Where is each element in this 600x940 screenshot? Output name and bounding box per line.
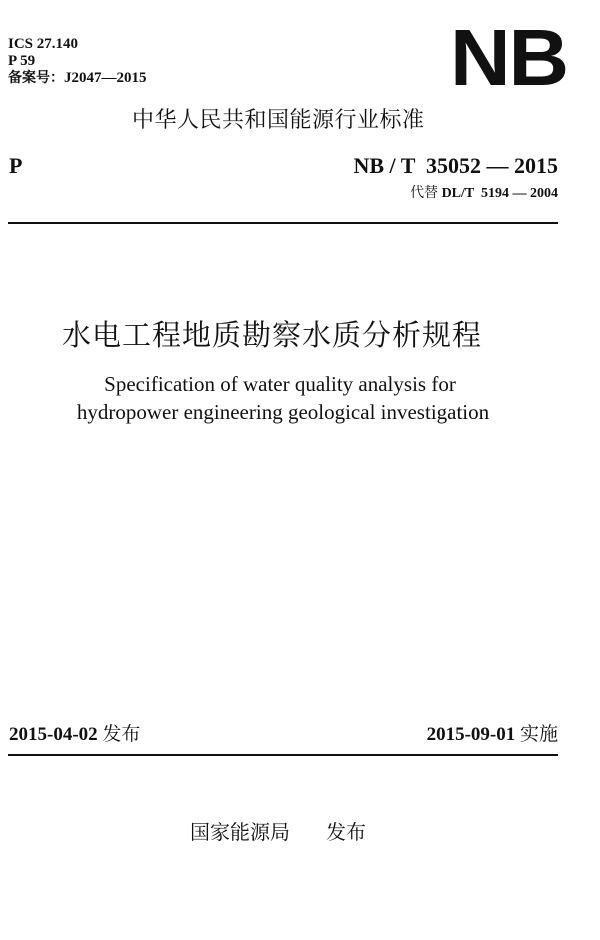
- publisher: [190, 819, 366, 845]
- effective-label: 实施: [519, 723, 558, 745]
- publisher-label: 发布: [326, 820, 366, 844]
- publisher-name: 国家能源局: [190, 820, 290, 844]
- issued-date: [9, 722, 140, 747]
- filing-label: 备案号：: [8, 70, 64, 86]
- replaces-standard: [410, 184, 558, 203]
- effective-date-value: 2015-09-01: [426, 724, 516, 745]
- footer-divider: [8, 754, 558, 756]
- title-english-line2: hydropower engineering geological investigation: [76, 400, 490, 424]
- header-divider: [8, 222, 558, 224]
- issued-label: 发布: [102, 723, 141, 745]
- filing-number: [8, 70, 147, 87]
- replaces-label: 代替: [410, 185, 439, 201]
- ccs-code: P 59: [8, 53, 36, 69]
- p-letter: P: [9, 153, 23, 178]
- nb-logo: NB: [450, 13, 568, 102]
- title-english-line1: Specification of water quality analysis for: [104, 372, 456, 396]
- filing-value: J2047—2015: [64, 70, 147, 86]
- title-chinese: 水电工程地质勘察水质分析规程: [62, 318, 483, 352]
- standard-category: 中华人民共和国能源行业标准: [132, 108, 425, 133]
- effective-date: [427, 722, 558, 747]
- ics-code: ICS 27.140: [8, 36, 79, 52]
- standard-number: NB / T 35052 — 2015: [353, 153, 558, 178]
- issued-date-value: 2015-04-02: [9, 724, 98, 745]
- replaces-number: DL/T 5194 — 2004: [441, 186, 558, 201]
